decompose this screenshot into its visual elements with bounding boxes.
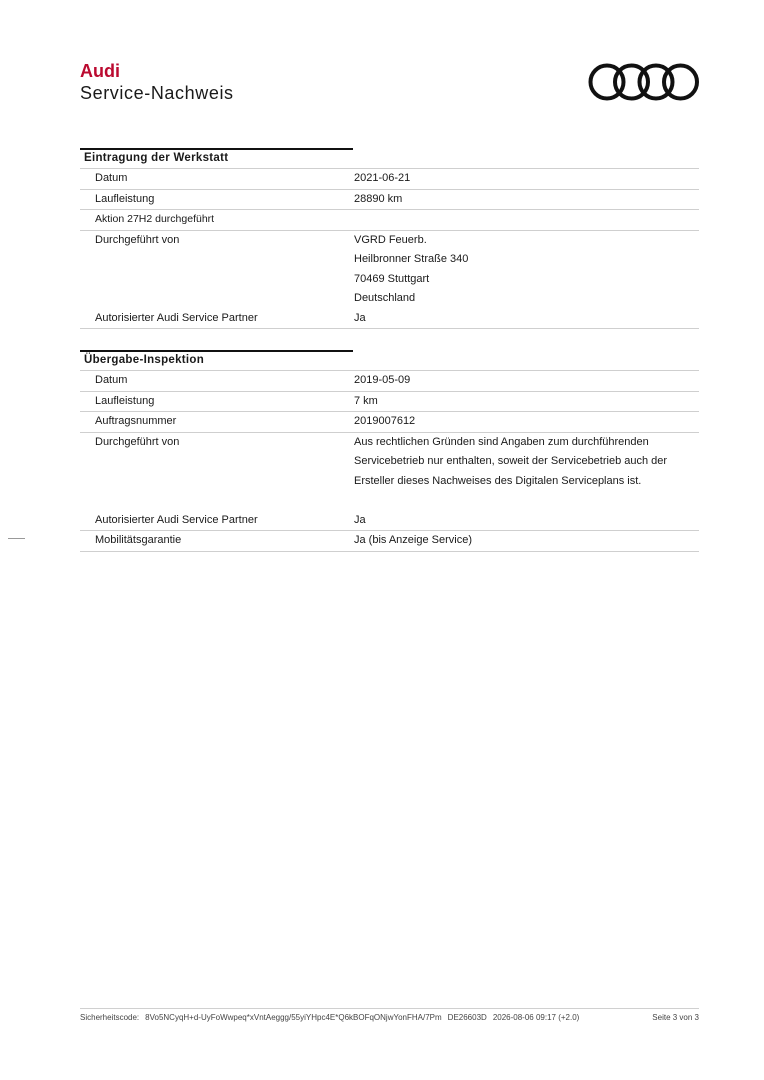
row-label: Autorisierter Audi Service Partner [95,513,258,526]
section-header [80,148,699,168]
row-label: Autorisierter Audi Service Partner [95,311,258,324]
value-line: Ja (bis Anzeige Service) [354,534,472,546]
document-title: Service-Nachweis [80,83,234,103]
table-row-order-number [80,411,699,432]
row-value [354,392,699,412]
document-id: DE26603D [447,1013,487,1022]
table-row-date [80,168,699,189]
table-row-performed-by [80,230,699,309]
table-row-action [80,209,699,230]
row-label: Datum [95,172,128,184]
row-value [354,511,699,531]
footer-security [80,1013,585,1022]
section-bar [80,148,353,150]
page-footer [80,1008,699,1022]
row-value [354,169,699,189]
row-label: Durchgeführt von [95,435,180,448]
row-label: Datum [95,374,128,386]
section-handover-inspection [80,350,699,552]
table-row-mileage [80,391,699,412]
security-code: 8Vo5NCyqH+d-UyFoWwpeq*xVntAeggg/55yiYHpc4E*Q6kBOFqONjwYonFHA/7Pm [145,1013,442,1022]
row-value [354,309,699,329]
table-row-authorized-partner [80,511,699,531]
value-line: 2021-06-21 [354,172,411,184]
row-value [354,231,699,309]
value-line: Ja [354,513,366,526]
row-value [354,531,699,551]
value-line: Heilbronner Straße 340 [354,253,469,265]
value-line: 70469 Stuttgart [354,272,430,285]
row-label: Durchgeführt von [95,233,180,246]
value-line: Deutschland [354,292,416,304]
section-header [80,350,699,370]
row-value [354,412,699,432]
row-value [354,190,699,210]
table-row-mobility-guarantee [80,530,699,552]
value-line: 28890 km [354,192,403,205]
value-line: Ersteller dieses Nachweises des Digitalen Serviceplans ist. [354,474,642,487]
row-label: Mobilitätsgarantie [95,534,182,546]
table-row-performed-by [80,432,699,511]
table-row-date [80,370,699,391]
row-label: Aktion 27H2 durchgeführt [95,213,215,225]
section-bar [80,350,353,352]
audi-rings-logo [588,62,700,102]
row-value [354,433,699,511]
value-line: Ja [354,311,366,324]
value-line [354,491,699,511]
value-line: 2019-05-09 [354,374,411,386]
table-row-authorized-partner [80,309,699,330]
row-value [354,371,699,391]
value-line: Aus rechtlichen Gründen sind Angaben zum durchführenden [354,435,649,448]
table-row-mileage [80,189,699,210]
row-label: Auftragsnummer [95,415,177,427]
row-label: Laufleistung [95,394,155,407]
timestamp: 2026-08-06 09:17 (+2.0) [492,1013,580,1022]
section-workshop-entry [80,148,699,329]
security-label: Sicherheitscode: [80,1013,140,1022]
section-title: Übergabe-Inspektion [84,354,205,366]
value-line: 7 km [354,394,378,407]
value-line [354,210,699,230]
brand-name: Audi [80,61,120,81]
brand-header [80,60,234,104]
value-line: 2019007612 [354,415,416,427]
value-line: VGRD Feuerb. [354,233,427,246]
row-label: Laufleistung [95,192,155,205]
value-line: Servicebetrieb nur enthalten, soweit der Servicebetrieb auch der [354,455,668,467]
fold-mark [8,538,25,539]
page-number: Seite 3 von 3 [652,1013,699,1022]
row-value [354,210,699,230]
section-title: Eintragung der Werkstatt [84,152,229,164]
